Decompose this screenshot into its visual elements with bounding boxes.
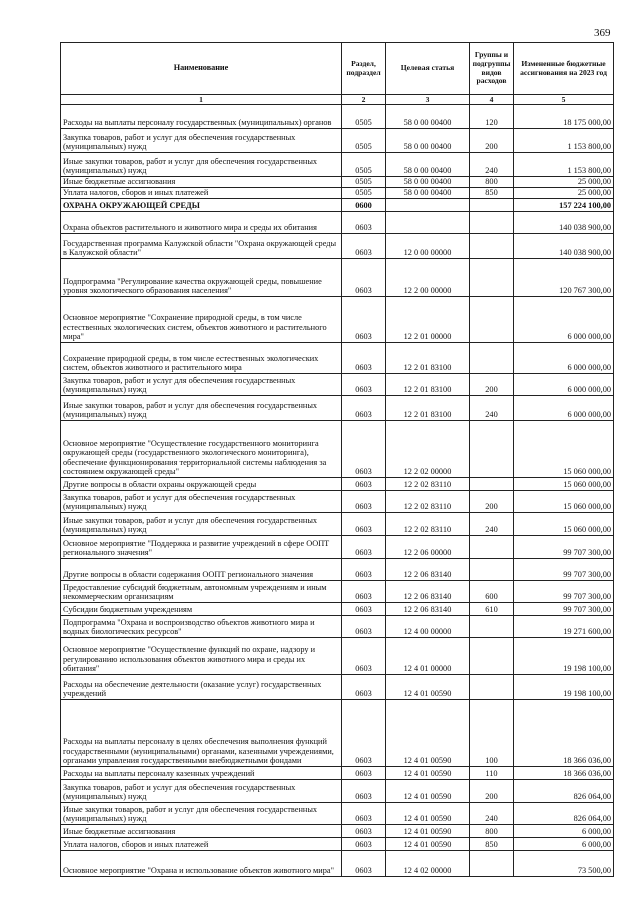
row-section: 0600	[342, 199, 386, 212]
row-section: 0603	[342, 803, 386, 825]
row-section: 0603	[342, 851, 386, 877]
table-row	[61, 374, 614, 396]
row-expense-group: 200	[470, 374, 514, 396]
table-row	[61, 513, 614, 536]
table-row	[61, 767, 614, 780]
row-amount: 15 060 000,00	[514, 513, 614, 536]
row-expense-group	[470, 616, 514, 638]
row-target-article: 12 4 01 00590	[386, 700, 470, 767]
row-amount: 140 038 900,00	[514, 212, 614, 234]
row-target-article: 12 4 02 00000	[386, 851, 470, 877]
row-name: Подпрограмма "Регулирование качества окружающей среды, повышение уровня экологического образования населения"	[61, 259, 342, 297]
row-section: 0603	[342, 838, 386, 851]
row-expense-group: 240	[470, 153, 514, 177]
row-amount: 15 060 000,00	[514, 491, 614, 513]
row-name: Расходы на выплаты персоналу в целях обеспечения выполнения функций государственными (муниципальными) органами, казенными учреждениями, органами управления государственными внебюджетными фондами	[61, 700, 342, 767]
table-row	[61, 297, 614, 343]
row-amount: 73 500,00	[514, 851, 614, 877]
table-row	[61, 343, 614, 374]
table-row	[61, 803, 614, 825]
row-expense-group	[470, 259, 514, 297]
row-name: Основное мероприятие "Сохранение природной среды, в том числе естественных экологических систем, объектов животного и растительного мира"	[61, 297, 342, 343]
row-amount: 6 000 000,00	[514, 374, 614, 396]
row-section: 0603	[342, 343, 386, 374]
row-section: 0603	[342, 638, 386, 675]
row-name: Охрана объектов растительного и животного мира и среды их обитания	[61, 212, 342, 234]
table-row	[61, 396, 614, 421]
header-row	[61, 43, 614, 95]
row-expense-group: 100	[470, 700, 514, 767]
row-name: Основное мероприятие "Поддержка и развитие учреждений в сфере ООПТ регионального значения"	[61, 536, 342, 559]
row-name: Расходы на выплаты персоналу государственных (муниципальных) органов	[61, 105, 342, 129]
row-section: 0603	[342, 478, 386, 491]
row-amount: 18 175 000,00	[514, 105, 614, 129]
row-amount: 15 060 000,00	[514, 478, 614, 491]
row-target-article: 12 2 01 83100	[386, 374, 470, 396]
header-group: Группы и подгруппы видов расходов	[470, 43, 514, 95]
row-target-article: 58 0 00 00400	[386, 129, 470, 153]
table-row	[61, 491, 614, 513]
row-expense-group: 240	[470, 396, 514, 421]
row-name: Сохранение природной среды, в том числе естественных экологических систем, объектов животного и растительного мира	[61, 343, 342, 374]
table-row	[61, 259, 614, 297]
row-target-article: 12 2 01 83100	[386, 343, 470, 374]
row-expense-group	[470, 638, 514, 675]
table-row	[61, 603, 614, 616]
row-section: 0603	[342, 581, 386, 603]
row-name: ОХРАНА ОКРУЖАЮЩЕЙ СРЕДЫ	[61, 199, 342, 212]
row-target-article: 12 0 00 00000	[386, 234, 470, 259]
column-number: 5	[514, 95, 614, 105]
row-name: Другие вопросы в области содержания ООПТ регионального значения	[61, 559, 342, 581]
row-name: Закупка товаров, работ и услуг для обеспечения государственных (муниципальных) нужд	[61, 780, 342, 803]
row-target-article: 12 2 06 83140	[386, 581, 470, 603]
row-section: 0603	[342, 491, 386, 513]
table-row	[61, 105, 614, 129]
row-section: 0603	[342, 825, 386, 838]
row-name: Иные бюджетные ассигнования	[61, 177, 342, 188]
row-amount: 19 271 600,00	[514, 616, 614, 638]
row-name: Основное мероприятие "Осуществление функций по охране, надзору и регулированию использования объектов животного мира и среды их обитания"	[61, 638, 342, 675]
table-row	[61, 638, 614, 675]
table-row	[61, 478, 614, 491]
page-number: 369	[594, 27, 611, 39]
row-section: 0603	[342, 297, 386, 343]
column-number: 2	[342, 95, 386, 105]
row-target-article: 12 2 06 83140	[386, 603, 470, 616]
row-amount: 25 000,00	[514, 188, 614, 199]
table-row	[61, 234, 614, 259]
row-expense-group: 110	[470, 767, 514, 780]
row-target-article: 12 4 01 00590	[386, 838, 470, 851]
row-target-article: 12 2 02 83110	[386, 478, 470, 491]
row-section: 0505	[342, 188, 386, 199]
row-expense-group: 240	[470, 803, 514, 825]
row-amount: 826 064,00	[514, 803, 614, 825]
row-target-article: 58 0 00 00400	[386, 105, 470, 129]
row-expense-group	[470, 297, 514, 343]
row-amount: 18 366 036,00	[514, 700, 614, 767]
row-amount: 6 000,00	[514, 825, 614, 838]
row-section: 0505	[342, 105, 386, 129]
table-row	[61, 212, 614, 234]
row-amount: 19 198 100,00	[514, 638, 614, 675]
row-amount: 99 707 300,00	[514, 581, 614, 603]
row-name: Закупка товаров, работ и услуг для обеспечения государственных (муниципальных) нужд	[61, 129, 342, 153]
row-expense-group	[470, 851, 514, 877]
table-row	[61, 153, 614, 177]
row-target-article: 12 2 02 83110	[386, 491, 470, 513]
header-name: Наименование	[61, 43, 342, 95]
table-row	[61, 177, 614, 188]
row-name: Расходы на выплаты персоналу казенных учреждений	[61, 767, 342, 780]
table-row	[61, 700, 614, 767]
row-name: Другие вопросы в области охраны окружающей среды	[61, 478, 342, 491]
row-target-article: 12 4 01 00590	[386, 675, 470, 700]
row-target-article: 12 2 06 83140	[386, 559, 470, 581]
row-amount: 19 198 100,00	[514, 675, 614, 700]
row-amount: 6 000 000,00	[514, 297, 614, 343]
row-name: Иные закупки товаров, работ и услуг для обеспечения государственных (муниципальных) нужд	[61, 513, 342, 536]
row-expense-group	[470, 199, 514, 212]
row-expense-group: 200	[470, 780, 514, 803]
row-section: 0603	[342, 421, 386, 478]
row-target-article: 12 2 06 00000	[386, 536, 470, 559]
row-name: Подпрограмма "Охрана и воспроизводство объектов животного мира и водных биологических ресурсов"	[61, 616, 342, 638]
row-target-article: 12 4 01 00590	[386, 825, 470, 838]
row-section: 0603	[342, 374, 386, 396]
row-target-article	[386, 199, 470, 212]
row-amount: 15 060 000,00	[514, 421, 614, 478]
row-expense-group	[470, 478, 514, 491]
row-expense-group	[470, 559, 514, 581]
table-row	[61, 421, 614, 478]
row-expense-group	[470, 675, 514, 700]
row-section: 0603	[342, 780, 386, 803]
row-expense-group	[470, 536, 514, 559]
column-number: 1	[61, 95, 342, 105]
table-row	[61, 838, 614, 851]
table-row	[61, 199, 614, 212]
row-amount: 826 064,00	[514, 780, 614, 803]
table-row	[61, 851, 614, 877]
row-amount: 99 707 300,00	[514, 536, 614, 559]
row-section: 0603	[342, 259, 386, 297]
row-section: 0603	[342, 767, 386, 780]
row-name: Закупка товаров, работ и услуг для обеспечения государственных (муниципальных) нужд	[61, 374, 342, 396]
row-name: Субсидии бюджетным учреждениям	[61, 603, 342, 616]
row-target-article: 12 2 01 83100	[386, 396, 470, 421]
table-row	[61, 559, 614, 581]
row-target-article: 58 0 00 00400	[386, 153, 470, 177]
row-target-article: 12 2 00 00000	[386, 259, 470, 297]
row-amount: 6 000 000,00	[514, 396, 614, 421]
row-name: Закупка товаров, работ и услуг для обеспечения государственных (муниципальных) нужд	[61, 491, 342, 513]
row-amount: 18 366 036,00	[514, 767, 614, 780]
row-expense-group: 610	[470, 603, 514, 616]
table-body	[61, 105, 614, 877]
row-target-article: 12 2 01 00000	[386, 297, 470, 343]
table-row	[61, 616, 614, 638]
row-section: 0603	[342, 513, 386, 536]
row-expense-group	[470, 421, 514, 478]
row-name: Уплата налогов, сборов и иных платежей	[61, 838, 342, 851]
column-number: 3	[386, 95, 470, 105]
table-row	[61, 825, 614, 838]
table-row	[61, 675, 614, 700]
row-section: 0505	[342, 177, 386, 188]
row-amount: 140 038 900,00	[514, 234, 614, 259]
row-target-article: 12 4 01 00590	[386, 767, 470, 780]
row-amount: 25 000,00	[514, 177, 614, 188]
row-target-article: 12 2 02 83110	[386, 513, 470, 536]
row-expense-group: 200	[470, 129, 514, 153]
row-amount: 1 153 800,00	[514, 129, 614, 153]
row-amount: 120 767 300,00	[514, 259, 614, 297]
row-name: Предоставление субсидий бюджетным, автономным учреждениям и иным некоммерческим организациям	[61, 581, 342, 603]
row-section: 0603	[342, 700, 386, 767]
row-target-article: 12 2 02 00000	[386, 421, 470, 478]
row-amount: 1 153 800,00	[514, 153, 614, 177]
table-row	[61, 581, 614, 603]
row-section: 0603	[342, 603, 386, 616]
table-row	[61, 536, 614, 559]
column-number: 4	[470, 95, 514, 105]
row-target-article: 12 4 01 00000	[386, 638, 470, 675]
row-name: Основное мероприятие "Охрана и использование объектов животного мира"	[61, 851, 342, 877]
table-row	[61, 780, 614, 803]
row-name: Иные бюджетные ассигнования	[61, 825, 342, 838]
row-section: 0603	[342, 234, 386, 259]
row-amount: 157 224 100,00	[514, 199, 614, 212]
row-target-article: 12 4 01 00590	[386, 780, 470, 803]
header-target: Целевая статья	[386, 43, 470, 95]
row-expense-group: 240	[470, 513, 514, 536]
row-expense-group: 800	[470, 825, 514, 838]
column-number-row	[61, 95, 614, 105]
row-name: Государственная программа Калужской области "Охрана окружающей среды в Калужской области"	[61, 234, 342, 259]
row-section: 0505	[342, 153, 386, 177]
row-section: 0603	[342, 559, 386, 581]
row-expense-group: 200	[470, 491, 514, 513]
row-expense-group	[470, 343, 514, 374]
row-section: 0505	[342, 129, 386, 153]
row-name: Иные закупки товаров, работ и услуг для обеспечения государственных (муниципальных) нужд	[61, 153, 342, 177]
row-expense-group: 120	[470, 105, 514, 129]
row-target-article: 58 0 00 00400	[386, 188, 470, 199]
table-row	[61, 188, 614, 199]
row-section: 0603	[342, 536, 386, 559]
row-expense-group	[470, 212, 514, 234]
row-name: Основное мероприятие "Осуществление государственного мониторинга окружающей среды (государственного экологического мониторинга), обеспечение функционирования территориальной системы наблюдения за состоянием окружающей среды"	[61, 421, 342, 478]
row-name: Уплата налогов, сборов и иных платежей	[61, 188, 342, 199]
row-amount: 99 707 300,00	[514, 559, 614, 581]
row-target-article: 58 0 00 00400	[386, 177, 470, 188]
row-section: 0603	[342, 616, 386, 638]
row-expense-group: 800	[470, 177, 514, 188]
row-expense-group	[470, 234, 514, 259]
row-expense-group: 600	[470, 581, 514, 603]
budget-table	[60, 42, 614, 877]
header-amount: Измененные бюджетные ассигнования на 2023 год	[514, 43, 614, 95]
row-target-article: 12 4 00 00000	[386, 616, 470, 638]
row-amount: 6 000 000,00	[514, 343, 614, 374]
row-amount: 99 707 300,00	[514, 603, 614, 616]
table-row	[61, 129, 614, 153]
row-expense-group: 850	[470, 838, 514, 851]
row-expense-group: 850	[470, 188, 514, 199]
row-section: 0603	[342, 675, 386, 700]
row-section: 0603	[342, 212, 386, 234]
row-name: Иные закупки товаров, работ и услуг для обеспечения государственных (муниципальных) нужд	[61, 396, 342, 421]
row-amount: 6 000,00	[514, 838, 614, 851]
row-target-article: 12 4 01 00590	[386, 803, 470, 825]
row-name: Расходы на обеспечение деятельности (оказание услуг) государственных учреждений	[61, 675, 342, 700]
row-section: 0603	[342, 396, 386, 421]
header-section: Раздел, подраздел	[342, 43, 386, 95]
row-target-article	[386, 212, 470, 234]
row-name: Иные закупки товаров, работ и услуг для обеспечения государственных (муниципальных) нужд	[61, 803, 342, 825]
